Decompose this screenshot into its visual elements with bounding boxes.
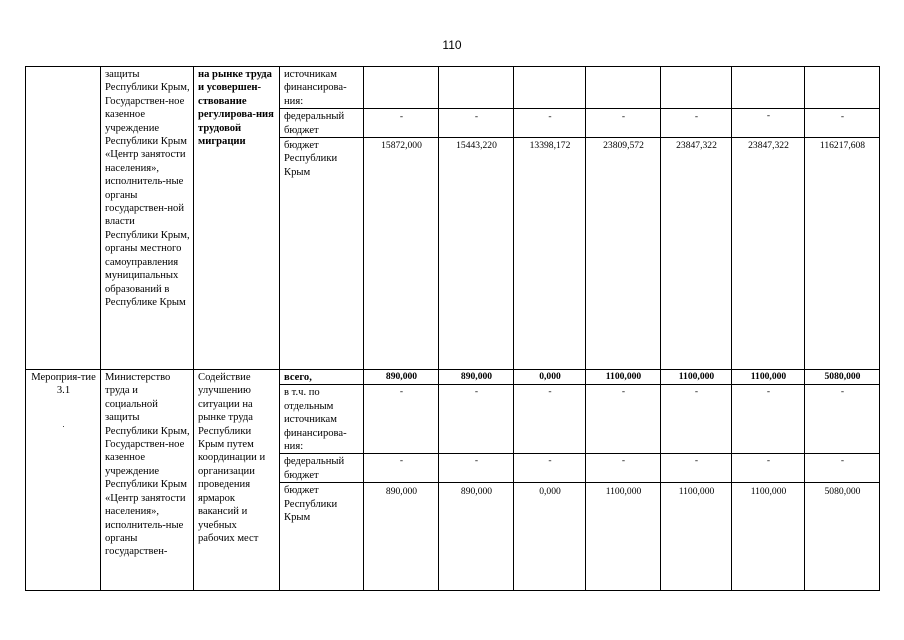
- value-cell: 116217,608: [805, 138, 880, 370]
- value-cell: -: [661, 454, 732, 483]
- value-cell: -: [364, 454, 439, 483]
- value-cell: -: [514, 385, 586, 454]
- financing-table: [25, 66, 880, 591]
- value-cell: 15872,000: [364, 138, 439, 370]
- value-cell: 890,000: [364, 370, 439, 385]
- value-cell: 0,000: [514, 370, 586, 385]
- value-cell: 1100,000: [732, 483, 805, 591]
- value-cell: 23847,322: [732, 138, 805, 370]
- value-cell: [661, 67, 732, 109]
- value-cell: -: [805, 385, 880, 454]
- value-cell: 15443,220: [439, 138, 514, 370]
- value-cell: 1100,000: [661, 483, 732, 591]
- table-row: [26, 370, 880, 385]
- value-cell: [364, 67, 439, 109]
- value-cell: -: [439, 109, 514, 138]
- value-cell: 890,000: [364, 483, 439, 591]
- value-cell: 890,000: [439, 483, 514, 591]
- source-cell: федеральный бюджет: [280, 454, 364, 483]
- value-cell: -: [439, 454, 514, 483]
- value-cell: 890,000: [439, 370, 514, 385]
- value-cell: [586, 67, 661, 109]
- value-cell: -: [514, 109, 586, 138]
- value-cell: 5080,000: [805, 483, 880, 591]
- source-cell: в т.ч. по отдельным источникам финансирова-ния:: [280, 385, 364, 454]
- value-cell: 1100,000: [661, 370, 732, 385]
- activity-name-cell: Содействие улучшению ситуации на рынке труда Республики Крым путем координации и организации проведения ярмарок вакансий и учебных рабочих мест: [194, 370, 280, 591]
- source-cell: всего,: [280, 370, 364, 385]
- value-cell: 1100,000: [586, 483, 661, 591]
- value-cell: [514, 67, 586, 109]
- page-number: 110: [442, 38, 462, 52]
- value-cell: -: [732, 385, 805, 454]
- value-cell: -: [805, 109, 880, 138]
- value-cell: 23809,572: [586, 138, 661, 370]
- value-cell: [805, 67, 880, 109]
- value-cell: -: [732, 109, 805, 138]
- executor-cell: Министерство труда и социальной защиты Республики Крым, Государствен-ное казенное учреждение Республики Крым «Центр занятости населения», исполнитель-ные органы государствен-: [101, 370, 194, 591]
- value-cell: -: [439, 385, 514, 454]
- value-cell: -: [586, 454, 661, 483]
- table-row: [26, 67, 880, 109]
- source-cell: бюджет Республики Крым: [280, 138, 364, 370]
- value-cell: [732, 67, 805, 109]
- value-cell: 23847,322: [661, 138, 732, 370]
- value-cell: -: [364, 385, 439, 454]
- value-cell: -: [661, 385, 732, 454]
- activity-cell: [26, 67, 101, 370]
- value-cell: -: [661, 109, 732, 138]
- value-cell: -: [805, 454, 880, 483]
- source-cell: бюджет Республики Крым: [280, 483, 364, 591]
- source-cell: источникам финансирова-ния:: [280, 67, 364, 109]
- activity-name-cell: на рынке труда и усовершен-ствование регулирова-ния трудовой миграции: [194, 67, 280, 370]
- value-cell: 0,000: [514, 483, 586, 591]
- value-cell: 5080,000: [805, 370, 880, 385]
- source-cell: федеральный бюджет: [280, 109, 364, 138]
- activity-label: Мероприя-тие 3.1: [31, 372, 96, 397]
- activity-mark: .: [62, 419, 65, 429]
- value-cell: -: [586, 385, 661, 454]
- value-cell: -: [364, 109, 439, 138]
- value-cell: -: [732, 454, 805, 483]
- executor-cell: защиты Республики Крым, Государствен-ное казенное учреждение Республики Крым «Центр занятости населения», исполнитель-ные органы государствен-ной власти Республики Крым, органы местного самоуправления муниципальных образований в Республике Крым: [101, 67, 194, 370]
- value-cell: 1100,000: [732, 370, 805, 385]
- value-cell: 1100,000: [586, 370, 661, 385]
- value-cell: -: [586, 109, 661, 138]
- value-cell: 13398,172: [514, 138, 586, 370]
- value-cell: -: [514, 454, 586, 483]
- activity-cell: [26, 370, 101, 591]
- value-cell: [439, 67, 514, 109]
